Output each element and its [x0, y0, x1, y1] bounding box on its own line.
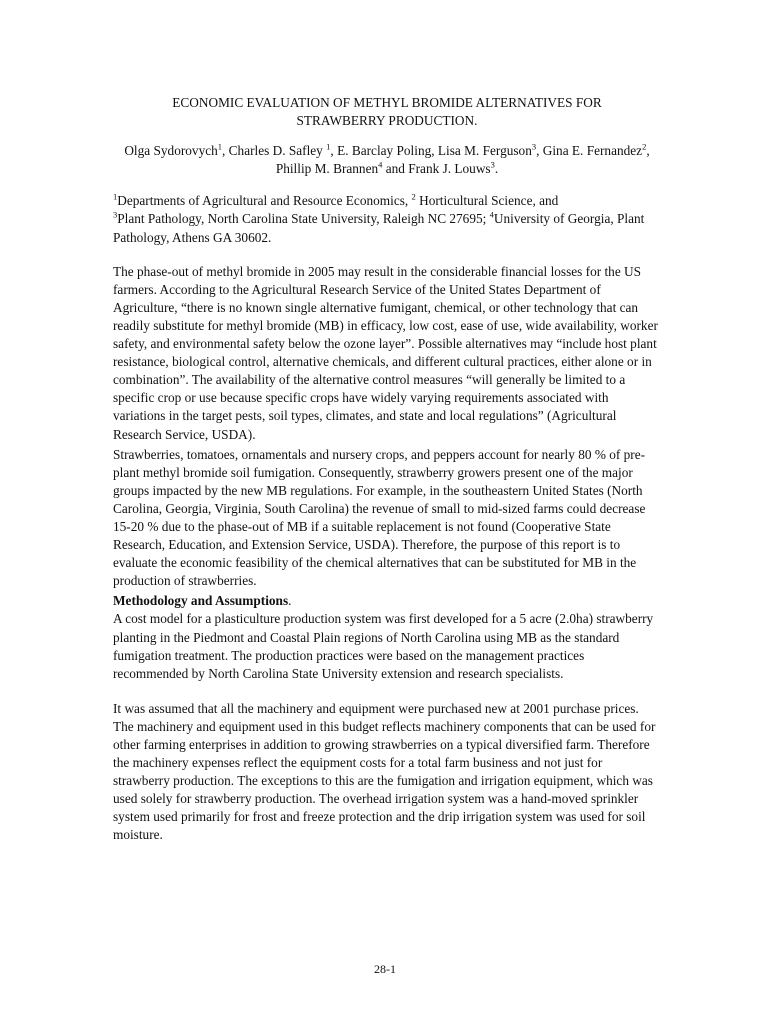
- affiliation-mark: 2: [411, 191, 416, 202]
- affiliations: [113, 192, 661, 246]
- body-paragraph-4: It was assumed that all the machinery and equipment were purchased new at 2001 purchase prices. The machinery and equipment used in this budget reflects machinery components that can be used for other farming enterprises in addition to growing strawberries on a typical diversified farm. Therefore the machinery expenses reflect the equipment costs for a total farm business and not just for strawberry production. The exceptions to this are the fumigation and irrigation equipment, which was used solely for strawberry production. The overhead irrigation system was a hand-moved sprinkler system used primarily for frost and freeze protection and the drip irrigation system was used for soil moisture.: [113, 700, 656, 843]
- author-separator: and: [382, 161, 409, 177]
- affiliation-text: University of Georgia, Plant Pathology, Athens GA 30602.: [113, 211, 645, 245]
- affiliation-mark: 3: [113, 210, 118, 221]
- author-list: [113, 142, 661, 178]
- affiliation-text: Plant Pathology, North Carolina State University, Raleigh NC 27695;: [117, 211, 490, 227]
- author-affiliation-mark: 1: [217, 141, 223, 152]
- paper-title: [113, 94, 661, 130]
- author-affiliation-mark: 3: [490, 159, 495, 170]
- author-name: E. Barclay Poling, Lisa M. Ferguson: [337, 143, 532, 159]
- author-affiliation-mark: 4: [378, 159, 383, 170]
- author-separator: ,: [536, 143, 543, 159]
- author-separator: ,: [646, 143, 650, 159]
- section-heading-text: Methodology and Assumptions: [113, 593, 289, 609]
- author-name: Olga Sydorovych: [124, 143, 218, 159]
- author-affiliation-mark: 3: [531, 141, 537, 152]
- affiliation-mark: 1: [113, 191, 118, 202]
- author-separator: ,: [222, 143, 229, 159]
- author-name: Frank J. Louws: [408, 161, 491, 177]
- section-heading-punct: .: [288, 593, 292, 609]
- title-line-2: STRAWBERRY PRODUCTION.: [296, 113, 478, 129]
- body-paragraph-1: The phase-out of methyl bromide in 2005 may result in the considerable financial losses for the US farmers. According to the Agricultural Research Service of the United States Department of Agriculture, “there is no known single alternative fumigant, chemical, or other technology that can readily substitute for methyl bromide (MB) in efficacy, low cost, ease of use, wide availability, worker safety, and environmental safety below the ozone layer”. Possible alternatives may “include host plant resistance, biological control, alternative chemicals, and different cultural practices, either alone or in combination”. The availability of the alternative control measures “will generally be limited to a specific crop or use because specific crops have widely varying requirements associated with variations in the target pests, soil types, climates, and state and local regulations” (Agricultural Research Service, USDA).: [113, 263, 658, 442]
- author-name: Gina E. Fernandez: [542, 143, 643, 159]
- author-separator: .: [494, 161, 499, 177]
- author-affiliation-mark: 1: [326, 141, 331, 152]
- affiliation-text: Horticultural Science, and: [415, 193, 559, 209]
- author-name: Phillip M. Brannen: [275, 161, 379, 177]
- affiliation-text: Departments of Agricultural and Resource Economics,: [117, 193, 412, 209]
- body-paragraph-2: Strawberries, tomatoes, ornamentals and nursery crops, and peppers account for nearly 80 % of pre-plant methyl bromide soil fumigation. Consequently, strawberry growers present one of the major groups impacted by the new MB regulations. For example, in the southeastern United States (North Carolina, Georgia, Virginia, South Carolina) the revenue of small to mid-sized farms could decrease 15-20 % due to the phase-out of MB if a suitable replacement is not found (Cooperative State Research, Education, and Extension Service, USDA). Therefore, the purpose of this report is to evaluate the economic feasibility of the chemical alternatives that can be substituted for MB in the production of strawberries.: [113, 446, 646, 589]
- title-line-1: ECONOMIC EVALUATION OF METHYL BROMIDE ALTERNATIVES FOR: [172, 95, 602, 110]
- section-heading: [113, 592, 661, 610]
- author-affiliation-mark: 2: [642, 141, 647, 152]
- author-name: Charles D. Safley: [228, 143, 327, 159]
- body-paragraph-3: A cost model for a plasticulture production system was first developed for a 5 acre (2.0ha) strawberry planting in the Piedmont and Coastal Plain regions of North Carolina using MB as the standard fumigation treatment. The production practices were based on the management practices recommended by North Carolina State University extension and research specialists.: [113, 611, 654, 681]
- page-number: 28-1: [374, 962, 396, 976]
- affiliation-mark: 4: [489, 210, 494, 221]
- paper-page: [113, 94, 661, 845]
- author-separator: ,: [330, 143, 338, 159]
